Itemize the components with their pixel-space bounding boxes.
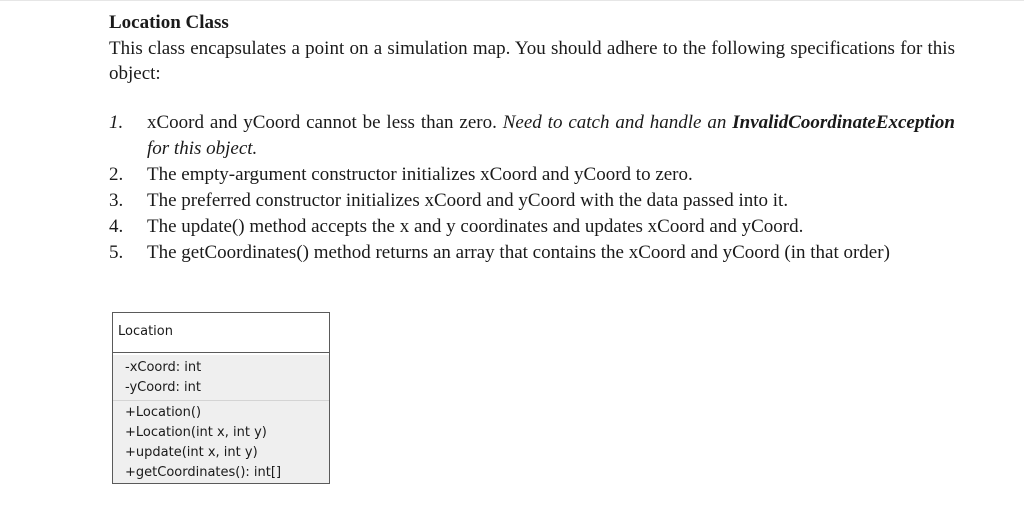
- uml-attribute: -xCoord: int: [125, 360, 202, 375]
- spec-item-4: [109, 214, 955, 240]
- uml-class-name: Location: [113, 313, 329, 353]
- spec-text: [147, 110, 955, 162]
- spec-item-1: [109, 110, 955, 162]
- spec-item-3: [109, 188, 955, 214]
- spec-number: 3.: [109, 190, 124, 211]
- spec-text-plain: xCoord and yCoord cannot be less than zero.: [147, 112, 503, 133]
- spec-text: The getCoordinates() method returns an array that contains the xCoord and yCoord (in that order): [147, 242, 890, 263]
- uml-method: +Location(): [125, 405, 202, 420]
- uml-attribute: -yCoord: int: [125, 380, 201, 395]
- uml-class-diagram: [112, 312, 330, 484]
- spec-text: The preferred constructor initializes xCoord and yCoord with the data passed into it.: [147, 190, 789, 211]
- spec-text: The empty-argument constructor initializes xCoord and yCoord to zero.: [147, 164, 693, 185]
- uml-members: [113, 355, 329, 483]
- uml-method: +getCoordinates(): int[]: [125, 465, 282, 480]
- spec-text-italic: Need to catch and handle an: [502, 112, 733, 133]
- spec-number: 4.: [109, 216, 124, 237]
- section-heading: Location Class: [109, 12, 229, 33]
- spec-text: The update() method accepts the x and y coordinates and updates xCoord and yCoord.: [147, 216, 804, 237]
- uml-methods: [113, 401, 329, 483]
- document-body: [109, 10, 955, 86]
- uml-attributes: [113, 355, 329, 401]
- spec-item-2: [109, 162, 955, 188]
- uml-method: +update(int x, int y): [125, 445, 258, 460]
- intro-paragraph: This class encapsulates a point on a simulation map. You should adhere to the following specifications for this object:: [109, 38, 955, 84]
- uml-method: +Location(int x, int y): [125, 425, 267, 440]
- spec-item-5: [109, 240, 955, 266]
- spec-number: 5.: [109, 242, 124, 263]
- spec-text-italic-end: for this object.: [147, 138, 258, 159]
- spec-number: 1.: [109, 112, 124, 133]
- exception-name: InvalidCoordinateException: [732, 112, 955, 133]
- top-divider: [0, 0, 1024, 1]
- specification-list: [109, 110, 955, 266]
- spec-number: 2.: [109, 164, 124, 185]
